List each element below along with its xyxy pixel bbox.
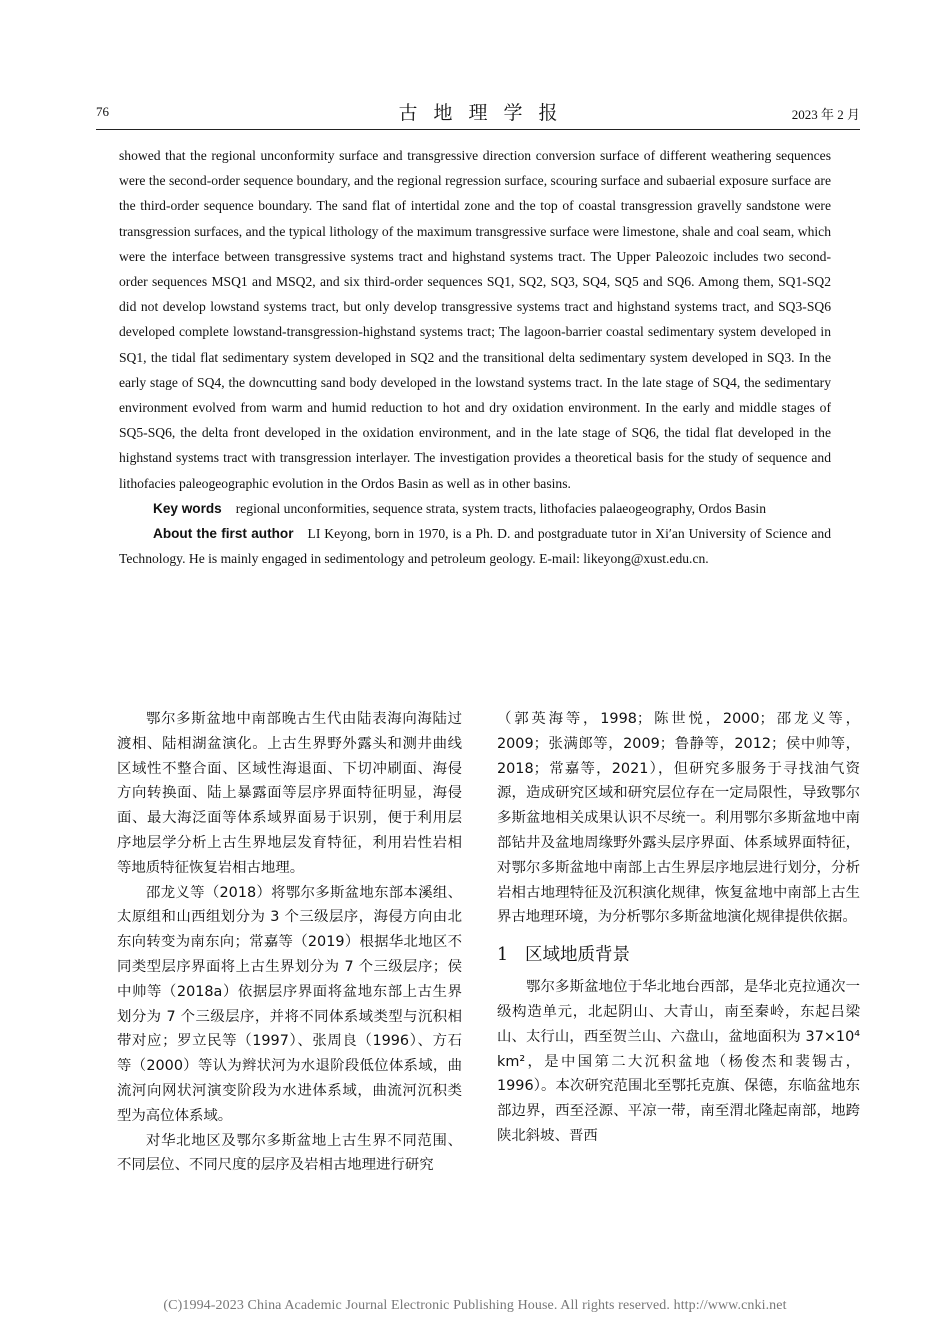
- section-number: 1: [497, 945, 509, 966]
- left-column: [117, 707, 462, 1178]
- author-paragraph: [119, 521, 831, 571]
- author-text: LI Keyong, born in 1970, is a Ph. D. and postgraduate tutor in Xi′an University of Science and Technology. He is mainly engaged in sedimentology and petroleum geology. E-mail: likeyong@xust.edu.cn.: [119, 526, 831, 567]
- section-heading: [497, 942, 860, 968]
- abstract-body: showed that the regional unconformity surface and transgressive direction conversion surface of different weathering sequences were the second-order sequence boundary, and the regional regression surface, scouring surface and subaerial exposure surface are the third-order sequence boundary. The sand flat of intertidal zone and the top of coastal transgression gravelly sandstone were transgression surfaces, and the typical lithology of the maximum transgressive surface were limestone, shale and coal seam, which were the interface between transgressive systems tract and highstand systems tract. The Upper Paleozoic includes two second-order sequences MSQ1 and MSQ2, and six third-order sequences SQ1, SQ2, SQ3, SQ4, SQ5 and SQ6. Among them, SQ1-SQ2 did not develop lowstand systems tract, but only develop transgressive systems tract and highstand systems tract, and SQ3-SQ6 developed complete lowstand-transgression-highstand systems tract; The lagoon-barrier coastal sedimentary system developed in SQ1, the tidal flat sedimentary system developed in SQ2 and the transitional delta sedimentary system developed in SQ3. In the early stage of SQ4, the downcutting sand body developed in the lowstand systems tract. In the late stage of SQ4, the sedimentary environment evolved from warm and humid reduction to hot and dry oxidation environment. In the early and middle stages of SQ5-SQ6, the delta front developed in the oxidation environment, and in the late stage of SQ6, the tidal flat developed in the highstand systems tract with transgression interlayer. The investigation provides a theoretical basis for the study of sequence and lithofacies paleogeographic evolution in the Ordos Basin as well as in other basins.: [119, 148, 831, 491]
- header-rule: [96, 129, 860, 130]
- body-paragraph: 对华北地区及鄂尔多斯盆地上古生界不同范围、不同层位、不同尺度的层序及岩相古地理进行研究: [117, 1132, 462, 1174]
- journal-title: 古地理学报: [398, 102, 574, 124]
- body-paragraph: 鄂尔多斯盆地位于华北地台西部，是华北克拉通次一级构造单元，北起阴山、大青山，南至秦岭，东起吕梁山、太行山，西至贺兰山、六盘山，盆地面积为 37×10⁴ km²，是中国第二大沉积盆地（杨俊杰和裴锡古，1996）。本次研究范围北至鄂托克旗、保德，东临盆地东部边界，西至泾源、平凉一带，南至渭北隆起南部，地跨陕北斜坡、晋西: [497, 979, 860, 1144]
- copyright-footer: (C)1994-2023 China Academic Journal Electronic Publishing House. All rights reserved. http://www.cnki.net: [163, 1298, 787, 1313]
- keywords-label: Key words: [153, 500, 222, 516]
- body-paragraph: 邵龙义等（2018）将鄂尔多斯盆地东部本溪组、太原组和山西组划分为 3 个三级层序，海侵方向由北东向转变为南东向；常嘉等（2019）根据华北地区不同类型层序界面将上古生界划分为 7 个三级层序；侯中帅等（2018a）依据层序界面将盆地东部上古生界划分为 7 个三级层序，并将不同体系域类型与沉积相带对应；罗立民等（1997）、张周良（1996）、方石等（2000）等认为辫状河为水退阶段低位体系域，曲流河向网状河演变阶段为水进体系域，曲流河沉积类型为高位体系域。: [117, 884, 462, 1124]
- page-header: [96, 98, 860, 128]
- english-abstract: [119, 143, 831, 571]
- issue-date: 2023 年 2 月: [791, 107, 860, 122]
- keywords-text: regional unconformities, sequence strata, system tracts, lithofacies palaeogeography, Ordos Basin: [235, 500, 766, 516]
- right-column: [497, 707, 860, 1149]
- body-paragraph: （郭英海等，1998；陈世悦，2000；邵龙义等，2009；张满郎等，2009；鲁静等，2012；侯中帅等，2018；常嘉等，2021），但研究多服务于寻找油气资源，造成研究区域和研究层位存在一定局限性，导致鄂尔多斯盆地相关成果认识不尽统一。利用鄂尔多斯盆地中南部钻井及盆地周缘野外露头层序界面、体系域界面特征，对鄂尔多斯盆地中南部上古生界层序地层进行划分，分析岩相古地理特征及沉积演化规律，恢复盆地中南部上古生界古地理环境，为分析鄂尔多斯盆地演化规律提供依据。: [497, 711, 860, 926]
- section-title: 区域地质背景: [525, 945, 630, 966]
- keywords-paragraph: [119, 496, 831, 521]
- body-paragraph: 鄂尔多斯盆地中南部晚古生代由陆表海向海陆过渡相、陆相湖盆演化。上古生界野外露头和测井曲线区域性不整合面、区域性海退面、下切冲刷面、海侵方向转换面、陆上暴露面等层序界面特征明显，海侵面、最大海泛面等体系域界面易于识别，便于利用层序地层学分析上古生界地层发育特征，利用岩性岩相等地质特征恢复岩相古地理。: [117, 711, 462, 876]
- author-label: About the first author: [153, 526, 294, 542]
- page-number: 76: [96, 104, 109, 119]
